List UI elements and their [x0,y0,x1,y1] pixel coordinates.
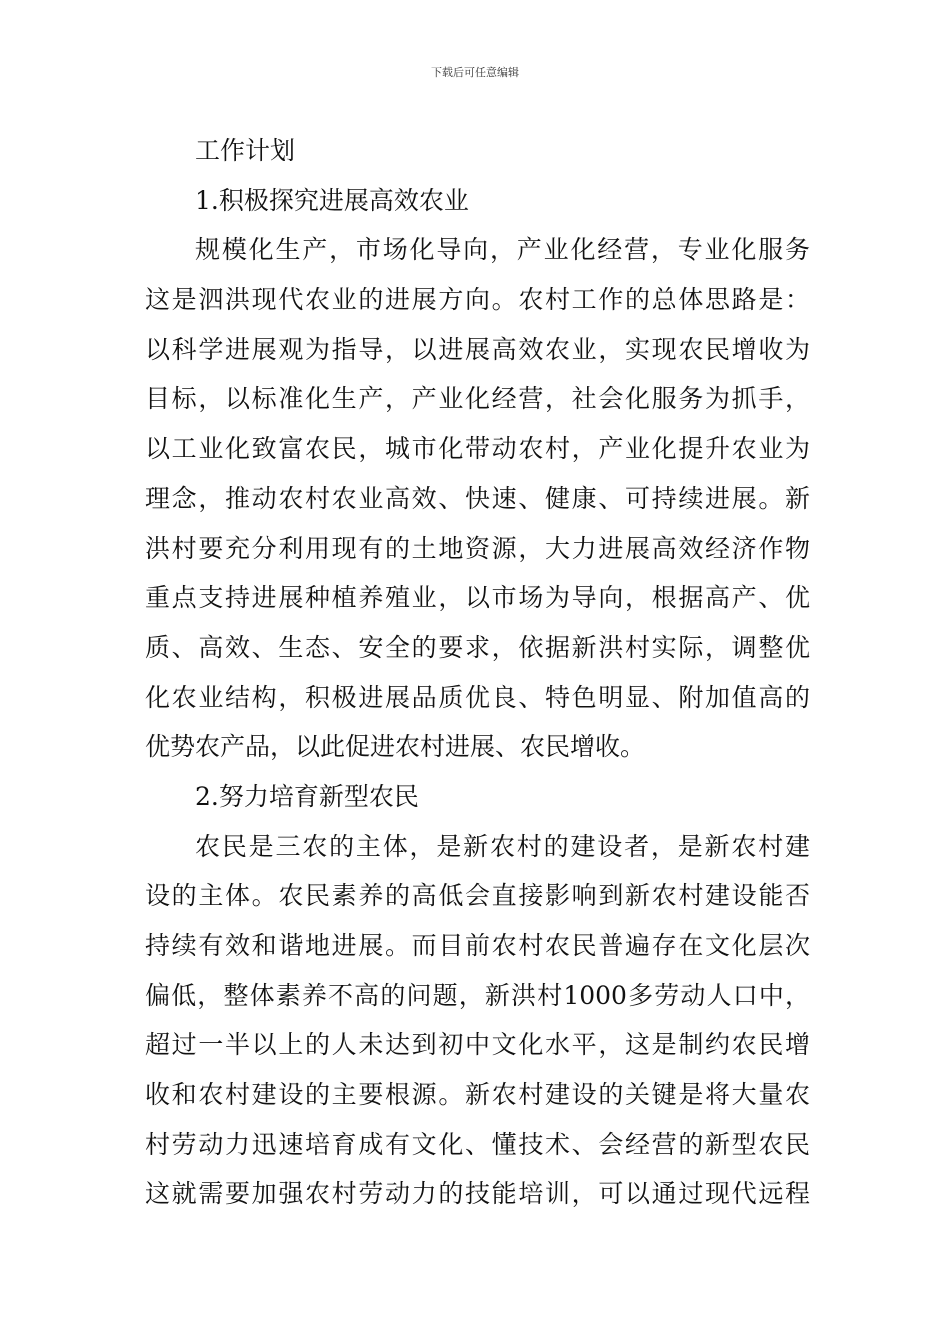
paragraph-line: 农民是三农的主体，是新农村的建设者，是新农村建 [195,831,810,861]
paragraph-line: 质、高效、生态、安全的要求，依据新洪村实际，调整优 [145,632,810,662]
paragraph-line: 重点支持进展种植养殖业，以市场为导向，根据高产、优 [145,583,810,613]
paragraph-line: 超过一半以上的人未达到初中文化水平，这是制约农民增 [145,1030,810,1060]
paragraph-line: 村劳动力迅速培育成有文化、懂技术、会经营的新型农民 [145,1129,810,1159]
page-header: 下载后可任意编辑 [431,66,519,79]
paragraph-line: 理念，推动农村农业高效、快速、健康、可持续进展。新 [145,483,810,513]
paragraph-line: 以工业化致富农民，城市化带动农村，产业化提升农业为 [145,434,810,464]
paragraph-line: 收和农村建设的主要根源。新农村建设的关键是将大量农 [145,1080,810,1110]
paragraph-line: 这就需要加强农村劳动力的技能培训，可以通过现代远程 [145,1179,810,1209]
paragraph-line: 这是泗洪现代农业的进展方向。农村工作的总体思路是： [145,285,810,315]
paragraph-line: 规模化生产，市场化导向，产业化经营，专业化服务 [195,235,810,265]
section-heading-1: 1.积极探究进展高效农业 [195,185,469,215]
heading-work-plan: 工作计划 [195,136,296,165]
paragraph-line: 化农业结构，积极进展品质优良、特色明显、附加值高的 [145,682,810,712]
paragraph-line: 偏低，整体素养不高的问题，新洪村1000多劳动人口中， [145,980,810,1010]
paragraph-line: 设的主体。农民素养的高低会直接影响到新农村建设能否 [145,881,810,911]
section-heading-2: 2.努力培育新型农民 [195,781,419,811]
paragraph-line: 持续有效和谐地进展。而目前农村农民普遍存在文化层次 [145,931,810,960]
paragraph-line: 优势农产品，以此促进农村进展、农民增收。 [145,732,646,762]
paragraph-line: 以科学进展观为指导，以进展高效农业，实现农民增收为 [145,334,810,364]
paragraph-line: 目标，以标准化生产，产业化经营，社会化服务为抓手， [145,384,810,414]
document-body [145,126,810,1219]
paragraph-line: 洪村要充分利用现有的土地资源，大力进展高效经济作物 [145,533,810,563]
